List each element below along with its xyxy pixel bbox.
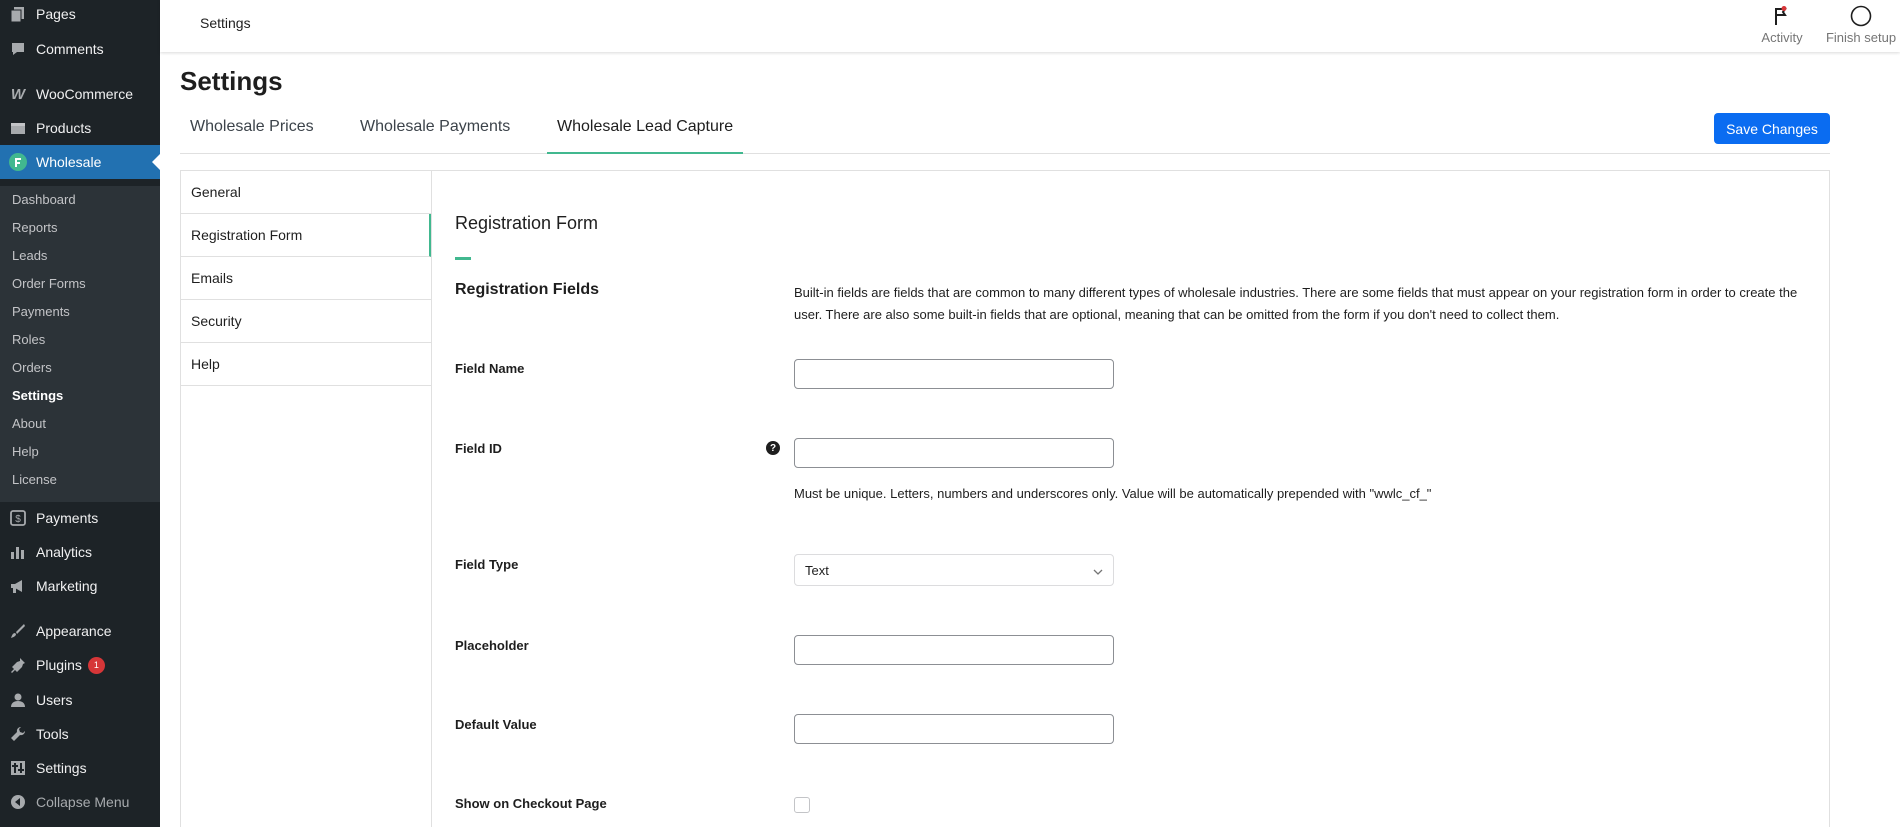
submenu-dashboard[interactable]: Dashboard: [12, 192, 76, 207]
field-id-hint: Must be unique. Letters, numbers and underscores only. Value will be automatically prepended with "wwlc_cf_": [794, 486, 1432, 501]
submenu-payments[interactable]: Payments: [12, 304, 70, 319]
svg-text:$: $: [15, 514, 21, 525]
submenu-license[interactable]: License: [12, 472, 57, 487]
page-title: Settings: [180, 66, 283, 96]
products-icon: [8, 118, 28, 138]
submenu-order-forms[interactable]: Order Forms: [12, 276, 86, 291]
admin-sidebar: [0, 0, 160, 827]
menu-label: Payments: [36, 510, 99, 526]
menu-item-users[interactable]: [0, 683, 160, 717]
menu-item-products[interactable]: [0, 111, 160, 145]
submenu-leads[interactable]: Leads: [12, 248, 48, 263]
users-icon: [8, 690, 28, 710]
field-type-value: Text: [805, 562, 829, 578]
settings-panel: [180, 170, 1830, 827]
menu-item-analytics[interactable]: [0, 535, 160, 569]
menu-label: Pages: [36, 6, 76, 22]
menu-item-settings[interactable]: [0, 751, 160, 785]
menu-label: Tools: [36, 726, 69, 742]
section-nav: [181, 171, 431, 386]
section-nav-general[interactable]: General: [181, 171, 431, 214]
placeholder-label: Placeholder: [455, 638, 529, 653]
submenu-help[interactable]: Help: [12, 444, 39, 459]
show-checkout-label: Show on Checkout Page: [455, 796, 607, 811]
wholesale-icon: [8, 152, 28, 172]
menu-label: Plugins: [36, 657, 82, 673]
show-checkout-checkbox[interactable]: [794, 797, 810, 813]
wholesale-submenu: [0, 186, 160, 502]
section-nav-registration-form[interactable]: Registration Form: [181, 214, 431, 257]
menu-label: Comments: [36, 41, 104, 57]
plugins-icon: [8, 655, 28, 675]
comments-icon: [8, 39, 28, 59]
submenu-reports[interactable]: Reports: [12, 220, 58, 235]
submenu-settings[interactable]: Settings: [12, 388, 64, 403]
help-icon[interactable]: ?: [766, 441, 780, 455]
activity-label: Activity: [1761, 30, 1803, 45]
menu-item-payments[interactable]: [0, 501, 160, 535]
chevron-down-icon: [1093, 563, 1103, 578]
marketing-icon: [8, 576, 28, 596]
settings-icon: [8, 758, 28, 778]
section-title: Registration Form: [455, 213, 599, 233]
collapse-icon: [8, 792, 28, 812]
menu-item-wholesale[interactable]: [0, 145, 160, 179]
placeholder-input[interactable]: [794, 635, 1114, 665]
topbar-title: Settings: [200, 15, 251, 31]
menu-item-plugins[interactable]: [0, 648, 160, 682]
finish-setup-label: Finish setup: [1825, 30, 1897, 45]
finish-setup-button[interactable]: [1822, 2, 1900, 45]
section-nav-help[interactable]: Help: [181, 343, 431, 386]
section-nav-emails[interactable]: Emails: [181, 257, 431, 300]
menu-label: Appearance: [36, 623, 112, 639]
fields-title: Registration Fields: [455, 281, 600, 298]
woocommerce-icon: W: [10, 85, 26, 103]
menu-label: Analytics: [36, 544, 93, 560]
menu-item-comments[interactable]: [0, 32, 160, 66]
fields-description: Built-in fields are fields that are common to many different types of wholesale industries. There are some fields that must appear on your registration form in order to create the user. There are also some built-in fields that are optional, meaning that can be omitted from the form if you don't need to collect them.: [794, 285, 1798, 322]
submenu-roles[interactable]: Roles: [12, 332, 46, 347]
menu-label: Products: [36, 120, 92, 136]
section-nav-security[interactable]: Security: [181, 300, 431, 343]
menu-item-marketing[interactable]: [0, 569, 160, 603]
analytics-icon: [8, 542, 28, 562]
menu-label: Wholesale: [36, 154, 102, 170]
appearance-icon: [8, 621, 28, 641]
plugins-update-badge: 1: [88, 657, 105, 674]
field-type-label: Field Type: [455, 557, 519, 572]
activity-button[interactable]: [1752, 2, 1812, 45]
menu-label: WooCommerce: [36, 86, 133, 102]
field-id-input[interactable]: [794, 438, 1114, 468]
field-name-label: Field Name: [455, 361, 525, 376]
tab-wholesale-payments[interactable]: Wholesale Payments: [360, 118, 511, 135]
tab-wholesale-lead-capture[interactable]: Wholesale Lead Capture: [547, 118, 743, 154]
menu-item-pages[interactable]: [0, 0, 160, 31]
submenu-about[interactable]: About: [12, 416, 46, 431]
flag-icon: [1752, 2, 1812, 30]
menu-item-woocommerce[interactable]: [0, 77, 160, 111]
menu-label: Marketing: [36, 578, 98, 594]
top-bar: [160, 0, 1900, 52]
progress-circle-icon: [1822, 2, 1900, 30]
collapse-menu-button[interactable]: [0, 785, 160, 819]
pages-icon: [8, 4, 28, 24]
tab-wholesale-prices[interactable]: Wholesale Prices: [190, 118, 314, 135]
tools-icon: [8, 724, 28, 744]
settings-tabs: [180, 112, 1830, 154]
form-content: [431, 171, 1831, 827]
save-changes-button[interactable]: Save Changes: [1714, 113, 1830, 144]
menu-label: Settings: [36, 760, 87, 776]
submenu-orders[interactable]: Orders: [12, 360, 52, 375]
menu-label: Collapse Menu: [36, 794, 130, 810]
field-name-input[interactable]: [794, 359, 1114, 389]
menu-item-appearance[interactable]: [0, 614, 160, 648]
menu-label: Users: [36, 692, 73, 708]
payments-icon: [8, 508, 28, 528]
field-type-select[interactable]: [794, 554, 1114, 586]
menu-item-tools[interactable]: [0, 717, 160, 751]
section-title-accent: [455, 257, 471, 260]
field-id-label: Field ID: [455, 441, 502, 456]
default-value-input[interactable]: [794, 714, 1114, 744]
default-value-label: Default Value: [455, 717, 537, 732]
